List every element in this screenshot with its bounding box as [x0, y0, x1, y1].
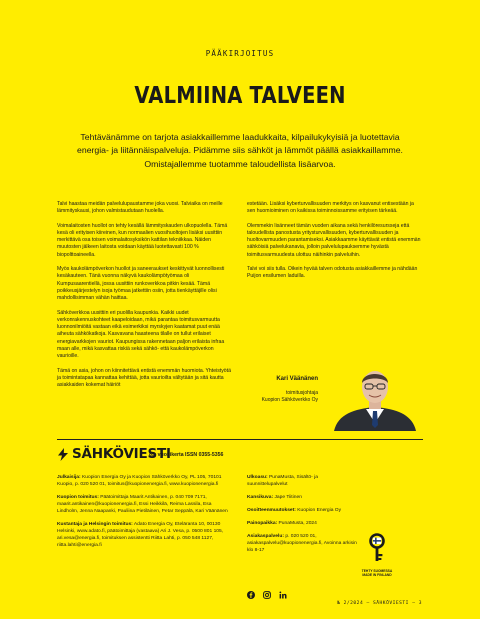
colophon-label: Julkaisija:: [57, 475, 81, 480]
colophon-text: Kuopion Energia Oy ja Kuopion Sähköverkko Oy, PL 105, 70101 Kuopio, p. 020 520 01, toimitus@kuopionenergia.fi, www.kuopionenergia.fi: [57, 475, 222, 487]
colophon-item: [247, 495, 357, 502]
signature-role-text: toimitusjohtaja Kuopion Sähköverkko Oy: [261, 390, 318, 403]
body-paragraph: Tämä on asia, johon on kiinnitettävä entistä enemmän huomiota. Yhteistyötä ja toimintatapaa kannattaa kehittää, jotta vaurioilta vältytään ja sitä kautta asiakkaiden kokemat häiriöt: [57, 367, 231, 389]
colophon-text: Kuopion Energia Oy: [297, 508, 342, 514]
colophon-label: Kansikuva:: [247, 495, 274, 500]
colophon-text: PunaMusta, Sisältö- ja suunnittelupalvelut: [247, 475, 318, 487]
colophon-text: Adato Energia Oy, Eteläranta 10, 00130 Helsinki, www.adato.fi, päätoimittaja (vastaava) Ari J. Vesa, p. 0500 801 105, ari.vesa@energia.fi, toimituksen assistentti Riitta Lahti, p. 050 548 1127, riitta.lahti@energia.fi: [57, 521, 224, 548]
colophon-text: Päätoimittaja Maarit Antikainen, p. 040 709 7171, maarit.antikainen@kuopionenergia.fi, Essi Heikkilä, Reima Lassila, Esa Lindholm, Jenna Naapanki, Pauliina Pietiläinen, Petar Seppälä, Kari Väänänen: [57, 495, 228, 514]
colophon-item: [247, 521, 357, 528]
section-kicker: PÄÄKIRJOITUS: [205, 49, 275, 58]
colophon-item: [57, 495, 233, 516]
key-flag-icon: [357, 532, 397, 562]
body-paragraph: Talvi haastaa meidän palvelulupaustamme joka vuosi. Talviaika on meille lämmityskausi, johon valmistaudutaan huolella.: [57, 201, 223, 215]
signature-role: [247, 390, 318, 403]
colophon-label: Ulkoasu:: [247, 475, 268, 480]
lead-paragraph: Tehtävänämme on tarjota asiakkaillemme laadukkaita, kilpailukykyisiä ja luotettavia energia- ja liitännäispalveluja. Pidämme siis sähköt ja lämmöt päällä asiakkaillamme. Omistajallemme tuotamme taloudellista lisäarvoa.: [77, 132, 403, 169]
colophon-item: [247, 508, 357, 515]
body-column-right: [247, 201, 423, 288]
facebook-icon[interactable]: [247, 586, 255, 594]
colophon-right: [247, 475, 357, 561]
body-paragraph: Talvi voi siis tulla. Oikein hyvää talven odotusta asiakkaillemme ja nähdään Puijon ensilumen laduilla.: [247, 266, 418, 280]
masthead-logo-text: SÄHKÖVIESTI: [72, 446, 171, 462]
colophon-label: Kuopion toimitus:: [57, 495, 99, 500]
page-title: VALMIINA TALVEEN: [134, 83, 346, 109]
social-links: [247, 586, 287, 594]
issn-line: 85. vuosikerta ISSN 0355-5356: [149, 452, 224, 458]
body-paragraph: Olemmekin lisänneet tämän vuoden aikana sekä henkilöresursseja että taloudellista panostusta yritysturvallisuuden, kyberturvallisuuden ja huoltovarmuuden parantamiseksi. Asiakkaamme käyttävät entistä enemmän sähköisiä palvelukanavia, jolloin palvelulupauksemme hyvästä toimitusvarmuudesta ulottuu näihinkin palveluihin.: [247, 222, 421, 258]
body-paragraph: Myös kaukolämpöverkon huollot ja saneeraukset keskittyvät luonnollisesti kesäkauteen. Tänä vuonna näkyvä kaukolämpötyömaa oli Kumpusaarentiellä, jossa uusittiin runkoverkkoa pitkin kesää. Tämä poikkeusjärjestelyn isoja työmaa jatkettiin osiin, jotta tienkäyttäjille olisi mahdollisimman vähän haittaa.: [57, 266, 225, 302]
colophon-label: Painopaikka:: [247, 521, 278, 527]
colophon-item: [247, 534, 357, 555]
made-in-finland-badge: [357, 532, 397, 577]
instagram-icon[interactable]: [263, 586, 271, 594]
colophon-item: [57, 522, 233, 550]
divider: [57, 439, 423, 440]
colophon-label: Asiakaspalvelu:: [247, 534, 284, 540]
colophon-item: [57, 475, 233, 489]
badge-label: TEHTY SUOMESSA MADE IN FINLAND: [361, 569, 393, 577]
body-paragraph: Sähköverkkoa uusittiin eri puolilla kaupunkia. Kaikki uudet verkonrakennuskohteet kaapeloidaan, mikä parantaa toimitusvarmuutta luonnonilmiöitä vastaan eikä esimerkiksi myrskyjen kaatamat puut enää aiheuta sähkökatkoja. Kasvavana haasteena tilalle on tullut erilaiset energiavarkkojen vauriot. Kaupungissa rakennetaan paljon erilaista infraa maan alle, mikä kasvattaa riskiä sekä sähkö- että kaukolämpöverkon vaurioille.: [57, 309, 225, 360]
badge-text: [357, 569, 397, 577]
linkedin-icon[interactable]: [279, 586, 287, 594]
colophon-text: PunaMusta, 2024: [278, 521, 317, 527]
colophon-text: Jape Tiitinen: [274, 495, 302, 500]
body-paragraph: estetään. Lisäksi kyberturvallisuuden merkitys on kasvanut entisestään ja sen huomioiminen on kaikissa toiminnoissamme erityisen tärkeää.: [247, 201, 414, 215]
signature-name: Kari Väänänen: [276, 376, 318, 382]
author-portrait: [326, 365, 424, 431]
colophon-left: [57, 475, 233, 556]
colophon-label: Kustantaja ja Helsingin toimitus:: [57, 521, 133, 527]
colophon-label: Osoitteenmuutokset:: [247, 508, 296, 514]
colophon-item: [247, 475, 357, 489]
lightning-logo-icon: [57, 448, 69, 461]
colophon-text: p. 020 520 01, asiakaspalvelu@kuopionenergia.fi, Avoinna arkisin klo 8-17: [247, 534, 357, 554]
body-column-left: [57, 201, 233, 397]
body-paragraph: Voimalaitosten huollot on tehty kesällä lämmityskauden ulkopuolella. Tämä kesä oli erityisen kiireinen, kun normaalien vuosihuoltojen lisäksi uusittiin merkittävä osa toisen voimalaitosyksikön kattilan tekniikkaa. Näiden muutosten jälkeen laitosta voidaan käyttää luotettavasti 100 % biopolttoaineella.: [57, 222, 228, 258]
page-footer: № 2/2024 — SÄHKÖVIESTI — 3: [337, 601, 422, 606]
